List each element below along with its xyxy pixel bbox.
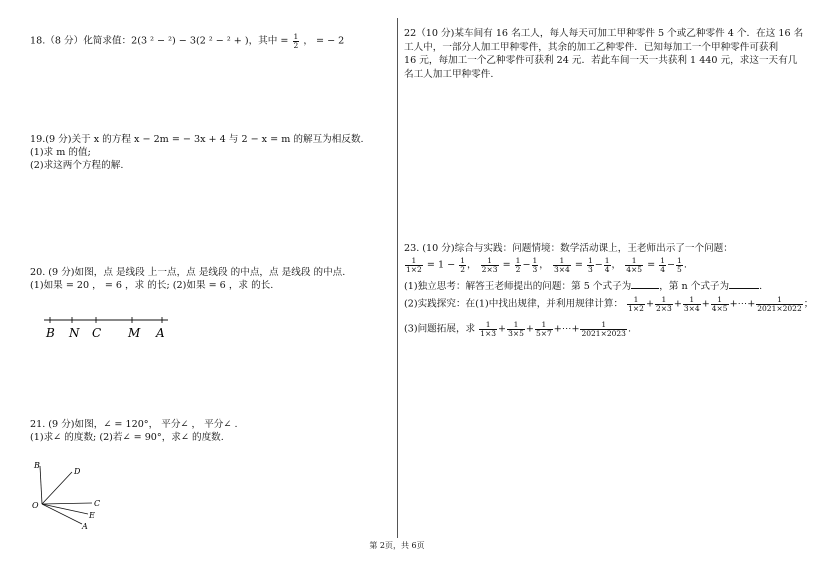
q23-equations: $\frac{1}{1\times 2}$ = 1 − $\frac{1}{2}$ ， $\frac{1}{2\times 3}$ = $\frac{1}{2}$ − $\frac{1}{3}$ ， $\frac{1}{3\times 4}$ = $\frac{1}{3}$ − $\frac{1}{4}$ ， $\frac{1}{4\times 5}$ = $\frac{1}{4}$ − $\frac{1}{5}$ . [406,256,687,274]
point-label-n: N [69,326,80,340]
ray-label-c: C [94,499,101,508]
q21-line2: (1)求∠ 的度数; (2)若∠ = 90°，求∠ 的度数. [30,431,224,443]
point-label-a: A [156,326,165,340]
ray-label-b: B [34,461,40,470]
q21-line1: 21. (9 分)如图，∠ = 120°， 平分∠ ， 平分∠ . [30,419,238,430]
question-22 [404,27,803,81]
question-20 [30,267,345,293]
answer-blank-nth[interactable] [729,279,759,289]
q23-part3: (3)问题拓展，求 $\frac{1}{1\times 3}$ + $\frac{1}{3\times 5}$ + $\frac{1}{5\times 7}$ +⋯+ $\frac{1}{2021\times 2023}$ . [404,320,632,338]
q20-line2: (1)如果 = 20 ， = 6 ，求 的长; (2)如果 = 6 ，求 的长. [30,279,274,291]
q23-part2: (2)实践探究：在(1)中找出规律，并利用规律计算： $\frac{1}{1\times 2}$ + $\frac{1}{2\times 3}$ + $\frac{1}{3\times 4}$ + $\frac{1}{4\times 5}$ +⋯+ $\frac{1}{2021\times 2022}$ ； [404,295,813,313]
q23-part1: (1)独立思考：解答王老师提出的问题：第 5 个式子为 ，第 n 个式子为 . [404,281,763,292]
column-divider [397,18,398,538]
point-label-c: C [92,326,102,340]
question-18 [30,33,344,49]
q18-text: 18.（8 分）化简求值：2(3 ² − ²) − 3(2 ² − ² + )，其中 = [30,35,289,47]
q18-fraction: $\frac{1}{2}$ [293,32,299,50]
q22-line4: 名工人加工甲种零件. [404,68,494,80]
question-19 [30,134,364,173]
q19-line2: (1)求 m 的值; [30,146,91,158]
q18-tail: ， = − 2 [303,35,345,47]
q22-line3: 16 元，每加工一个乙种零件可获利 24 元．若此车间一天一共获利 1 440 元，求这一天有几 [404,55,798,67]
angle-figure [28,458,108,530]
question-21 [30,419,238,445]
q19-line1: 19.(9 分)关于 x 的方程 x − 2m = − 3x + 4 与 2 − x = m 的解互为相反数. [30,134,364,145]
ray-label-d: D [74,467,81,476]
q19-line3: (2)求这两个方程的解. [30,159,124,171]
q20-line1: 20. (9 分)如图，点 是线段 上一点，点 是线段 的中点，点 是线段 的中点. [30,267,346,278]
vertex-label-o: O [32,501,39,510]
q23-intro: 23. (10 分)综合与实践：问题情境：数学活动课上，王老师出示了一个问题： [404,243,733,254]
q22-line1: 22（10 分)某车间有 16 名工人，每人每天可加工甲种零件 5 个或乙种零件 4 个．在这 16 名 [404,28,804,39]
answer-blank-5th[interactable] [631,279,659,289]
ray-label-e: E [89,511,95,520]
page-footer: 第 2页，共 6页 [369,541,425,550]
segment-figure [40,312,180,344]
ray-label-a: A [82,522,88,531]
point-label-m: M [128,326,141,340]
q22-line2: 工人中，一部分人加工甲种零件，其余的加工乙种零件．已知每加工一个甲种零件可获利 [404,41,779,53]
point-label-b: B [46,326,55,340]
